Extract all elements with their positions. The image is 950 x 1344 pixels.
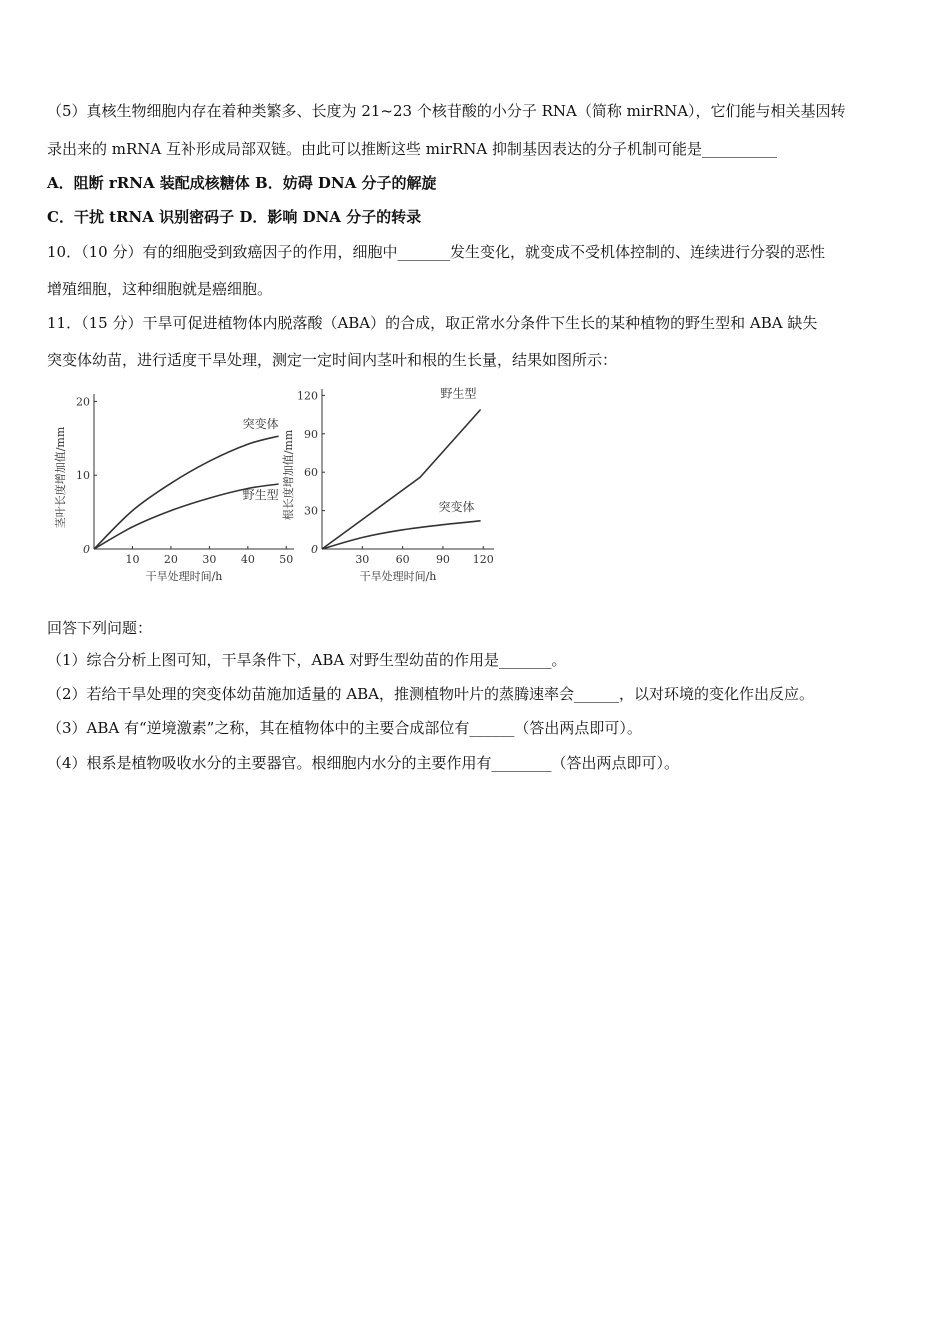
- answer-intro: 回答下列问题：: [47, 619, 153, 637]
- q9-5-options-cd: C．干扰 tRNA 识别密码子 D．影响 DNA 分子的转录: [47, 208, 422, 226]
- q11-sub3: （3）ABA 有“逆境激素”之称，其在植物体中的主要合成部位有______（答出两点即可）。: [47, 719, 642, 737]
- y-axis-label: 茎叶长度增加值/mm: [54, 426, 67, 529]
- growth-figure: [44, 384, 504, 590]
- series-label: 突变体: [242, 417, 279, 432]
- series-label: 突变体: [438, 499, 475, 514]
- q9-5-stem-line2: 录出来的 mRNA 互补形成局部双链。由此可以推断这些 mirRNA 抑制基因表达的分子机制可能是__________: [47, 140, 777, 158]
- x-tick-label: 30: [202, 553, 217, 566]
- y-tick-label: 90: [304, 427, 318, 441]
- y-tick-label: 60: [304, 466, 318, 480]
- x-tick-label: 60: [395, 553, 410, 566]
- x-tick-label: 50: [279, 553, 294, 566]
- q9-5-options-ab: A．阻断 rRNA 装配成核糖体 B．妨碍 DNA 分子的解旋: [47, 174, 437, 192]
- chart-stem-leaf-growth: [53, 394, 294, 583]
- q11-stem-line2: 突变体幼苗，进行适度干旱处理，测定一定时间内茎叶和根的生长量，结果如图所示：: [47, 351, 618, 369]
- q10-stem-line2: 增殖细胞，这种细胞就是癌细胞。: [47, 280, 273, 298]
- x-tick-label: 120: [472, 553, 494, 566]
- origin-label: 0: [311, 543, 318, 556]
- x-tick-label: 20: [163, 553, 178, 566]
- q9-5-stem-line1: （5）真核生物细胞内存在着种类繁多、长度为 21~23 个核苷酸的小分子 RNA（简称 mirRNA），它们能与相关基因转: [47, 102, 846, 120]
- x-tick-label: 40: [240, 553, 255, 566]
- chart-root-growth: [281, 385, 494, 583]
- x-tick-label: 90: [435, 553, 450, 566]
- y-tick-label: 10: [76, 469, 90, 483]
- q11-sub1: （1）综合分析上图可知，干旱条件下，ABA 对野生型幼苗的作用是_______。: [47, 651, 567, 669]
- series-line-0: [322, 410, 481, 550]
- x-axis-label: 干旱处理时间/h: [359, 570, 437, 583]
- q11-sub4: （4）根系是植物吸收水分的主要器官。根细胞内水分的主要作用有________（答出两点即可）。: [47, 754, 680, 772]
- x-tick-label: 10: [125, 553, 140, 566]
- y-tick-label: 120: [297, 389, 318, 403]
- origin-label: 0: [83, 543, 90, 556]
- y-tick-label: 30: [304, 504, 318, 518]
- q10-stem-line1: 10．（10 分）有的细胞受到致癌因子的作用，细胞中_______发生变化，就变成不受机体控制的、连续进行分裂的恶性: [47, 243, 825, 261]
- y-axis-label: 根长度增加值/mm: [282, 429, 295, 521]
- x-axis-label: 干旱处理时间/h: [145, 570, 223, 583]
- x-tick-label: 30: [355, 553, 370, 566]
- q11-sub2: （2）若给干旱处理的突变体幼苗施加适量的 ABA，推测植物叶片的蒸腾速率会______，以对环境的变化作出反应。: [47, 685, 815, 703]
- series-label: 野生型: [242, 488, 279, 503]
- y-tick-label: 20: [76, 395, 90, 409]
- series-label: 野生型: [440, 386, 477, 401]
- q11-stem-line1: 11．（15 分）干旱可促进植物体内脱落酸（ABA）的合成，取正常水分条件下生长的某种植物的野生型和 ABA 缺失: [47, 314, 818, 332]
- series-line-1: [322, 521, 481, 549]
